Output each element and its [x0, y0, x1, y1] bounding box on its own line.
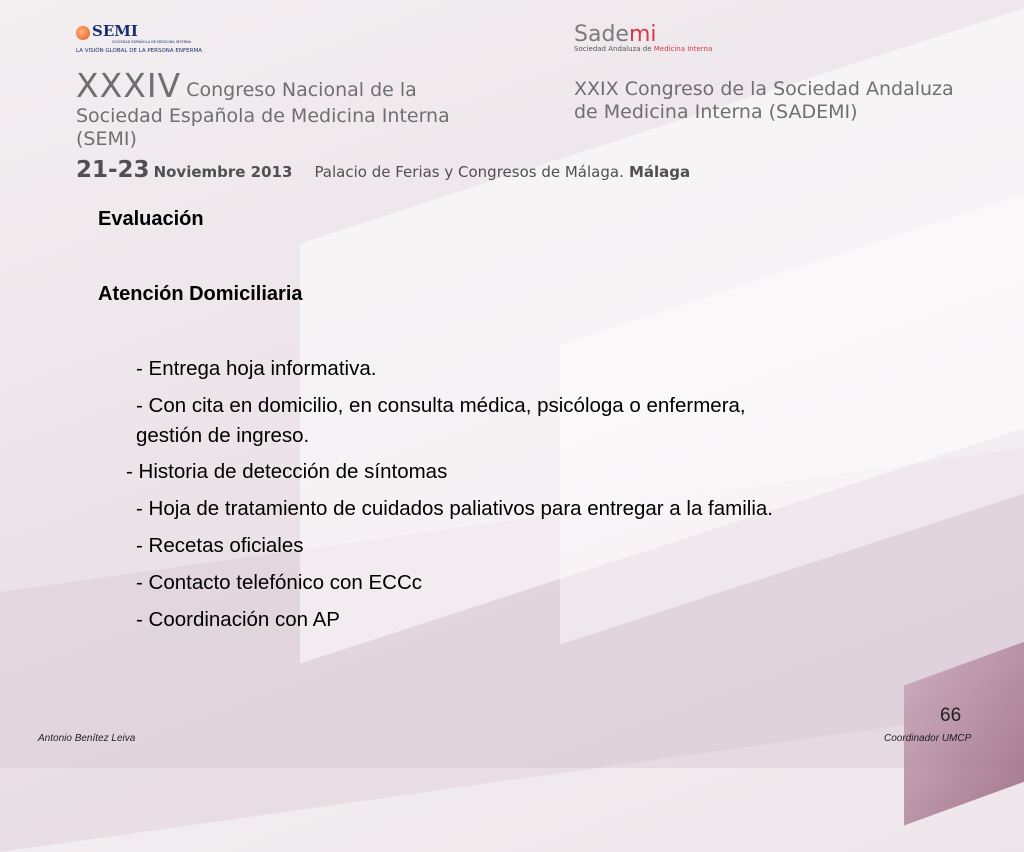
event-dates — [76, 157, 690, 183]
event-city: Málaga — [628, 163, 691, 181]
congress-line-2: Sociedad Española de Medicina Interna — [76, 105, 450, 127]
slide-title: Evaluación — [98, 208, 204, 230]
event-venue: Palacio de Ferias y Congresos de Málaga. — [314, 163, 624, 181]
list-item-continuation: gestión de ingreso. — [136, 424, 310, 447]
congress-edition: XXXIV — [76, 66, 182, 105]
sademi-logo-subtext — [574, 45, 712, 53]
list-item: - Contacto telefónico con ECCc — [136, 571, 422, 594]
congress-line-3: (SEMI) — [76, 128, 137, 150]
slide-subtitle: Atención Domiciliaria — [98, 283, 303, 305]
sademi-sub-b: Medicina Interna — [653, 45, 713, 53]
list-item: - Entrega hoja informativa. — [136, 357, 377, 380]
event-month: Noviembre 2013 — [153, 163, 293, 181]
sademi-congress-title — [574, 78, 994, 124]
sademi-logo — [574, 22, 712, 53]
sademi-sub-a: Sociedad Andaluza de — [574, 45, 654, 53]
sademi-congress-line-1: XXIX Congreso de la Sociedad Andaluza — [574, 78, 954, 100]
event-days: 21-23 — [76, 157, 150, 183]
semi-logo-icon — [76, 26, 90, 40]
sademi-word-b: mi — [628, 22, 657, 47]
congress-line-1: Congreso Nacional de la — [186, 79, 417, 101]
semi-logo-tagline: LA VISIÓN GLOBAL DE LA PERSONA ENFERMA — [76, 48, 202, 54]
page-number: 66 — [940, 705, 962, 726]
semi-logo-subtext: SOCIEDAD ESPAÑOLA DE MEDICINA INTERNA — [112, 40, 192, 44]
footer-author: Antonio Benítez Leiva — [38, 733, 136, 744]
list-item: - Recetas oficiales — [136, 534, 304, 557]
list-item: - Historia de detección de síntomas — [126, 460, 448, 483]
semi-logo-wordmark: SEMI — [92, 22, 138, 40]
sademi-word-a: Sade — [574, 22, 629, 47]
semi-congress-title — [76, 66, 546, 151]
semi-logo — [76, 22, 208, 56]
list-item: - Hoja de tratamiento de cuidados paliativos para entregar a la familia. — [136, 497, 773, 520]
footer-role: Coordinador UMCP — [884, 733, 972, 744]
list-item: - Coordinación con AP — [136, 608, 340, 631]
sademi-congress-line-2: de Medicina Interna (SADEMI) — [574, 101, 858, 123]
sademi-logo-wordmark — [574, 22, 712, 47]
list-item: - Con cita en domicilio, en consulta médica, psicóloga o enfermera, — [136, 394, 746, 417]
